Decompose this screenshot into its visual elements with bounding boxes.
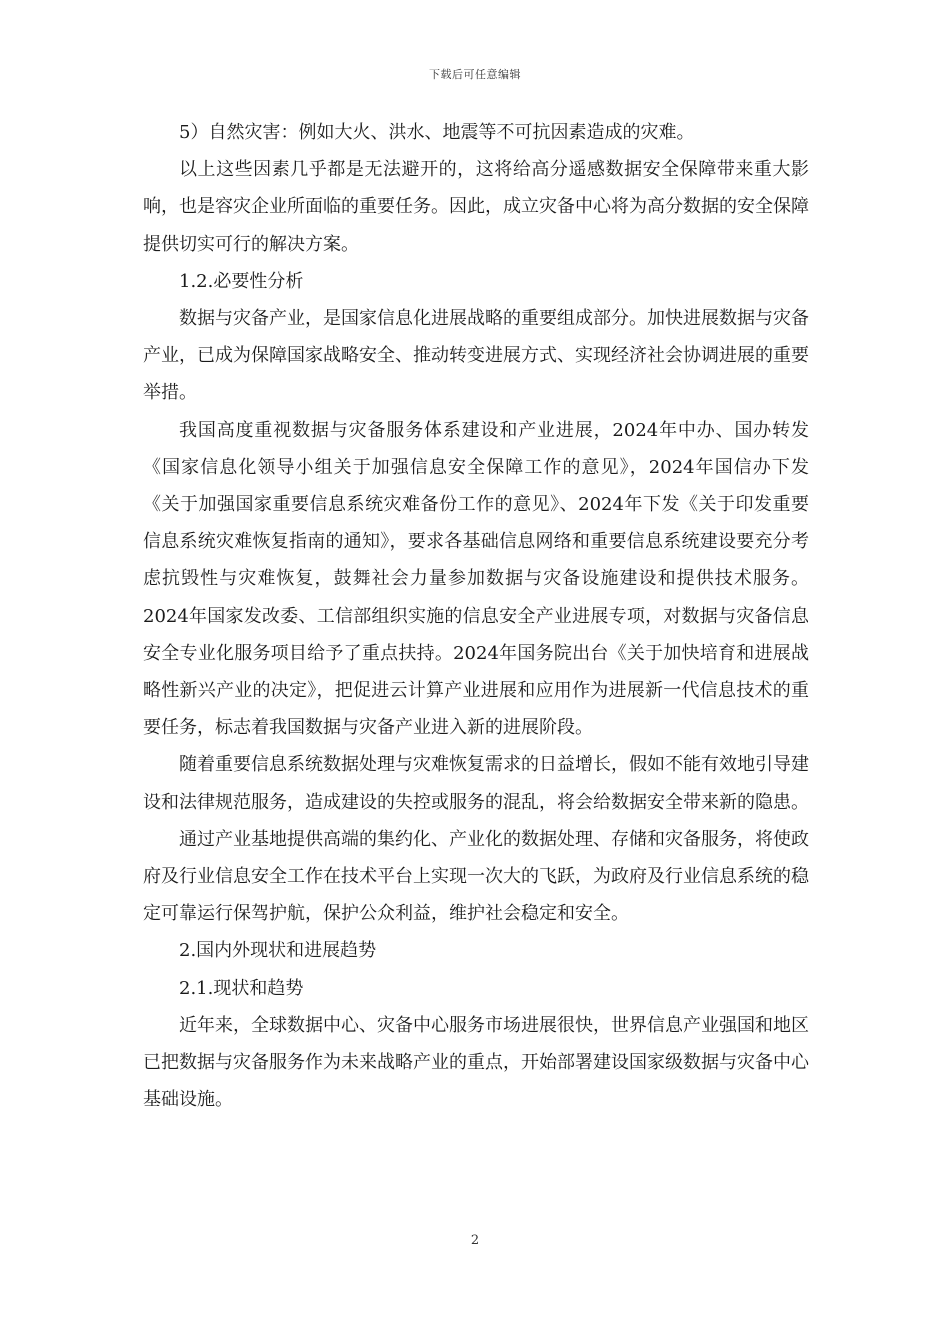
paragraph-industry-base: 通过产业基地提供高端的集约化、产业化的数据处理、存储和灾备服务，将使政府及行业信息安全工作在技术平台上实现一次大的飞跃，为政府及行业信息系统的稳定可靠运行保驾护航，保护公众利益，维护社会稳定和安全。: [143, 828, 809, 925]
page-header: 下载后可任意编辑: [429, 68, 521, 81]
paragraph-national-policy: 我国高度重视数据与灾备服务体系建设和产业进展，2024年中办、国办转发《国家信息化领导小组关于加强信息安全保障工作的意见》，2024年国信办下发《关于加强国家重要信息系统灾难备份工作的意见》、2024年下发《关于印发重要信息系统灾难恢复指南的通知》，要求各基础信息网络和重要信息系统建设要充分考虑抗毁性与灾难恢复，鼓舞社会力量参加数据与灾备设施建设和提供技术服务。2024年国家发改委、工信部组织实施的信息安全产业进展专项，对数据与灾备信息安全专业化服务项目给予了重点扶持。2024年国务院出台《关于加快培育和进展战略性新兴产业的决定》，把促进云计算产业进展和应用作为进展新一代信息技术的重要任务，标志着我国数据与灾备产业进入新的进展阶段。: [143, 419, 809, 739]
paragraph-disaster-center-solution: 以上这些因素几乎都是无法避开的，这将给高分遥感数据安全保障带来重大影响，也是容灾企业所面临的重要任务。因此，成立灾备中心将为高分数据的安全保障提供切实可行的解决方案。: [143, 159, 809, 255]
paragraph-industry-importance: 数据与灾备产业，是国家信息化进展战略的重要组成部分。加快进展数据与灾备产业，已成为保障国家战略安全、推动转变进展方式、实现经济社会协调进展的重要举措。: [143, 308, 809, 404]
section-heading-2: 2.国内外现状和进展趋势: [179, 940, 377, 962]
section-heading-2-1: 2.1.现状和趋势: [179, 977, 304, 999]
paragraph-global-trend: 近年来，全球数据中心、灾备中心服务市场进展很快，世界信息产业强国和地区已把数据与灾备服务作为未来战略产业的重点，开始部署建设国家级数据与灾备中心基础设施。: [143, 1014, 809, 1111]
paragraph-natural-disasters: 5）自然灾害：例如大火、洪水、地震等不可抗因素造成的灾难。: [179, 122, 695, 143]
paragraph-growing-demand: 随着重要信息系统数据处理与灾难恢复需求的日益增长，假如不能有效地引导建设和法律规范服务，造成建设的失控或服务的混乱，将会给数据安全带来新的隐患。: [143, 754, 809, 813]
page-number: 2: [470, 1233, 480, 1248]
document-body: [143, 114, 809, 1118]
section-heading-1-2: 1.2.必要性分析: [179, 270, 304, 292]
